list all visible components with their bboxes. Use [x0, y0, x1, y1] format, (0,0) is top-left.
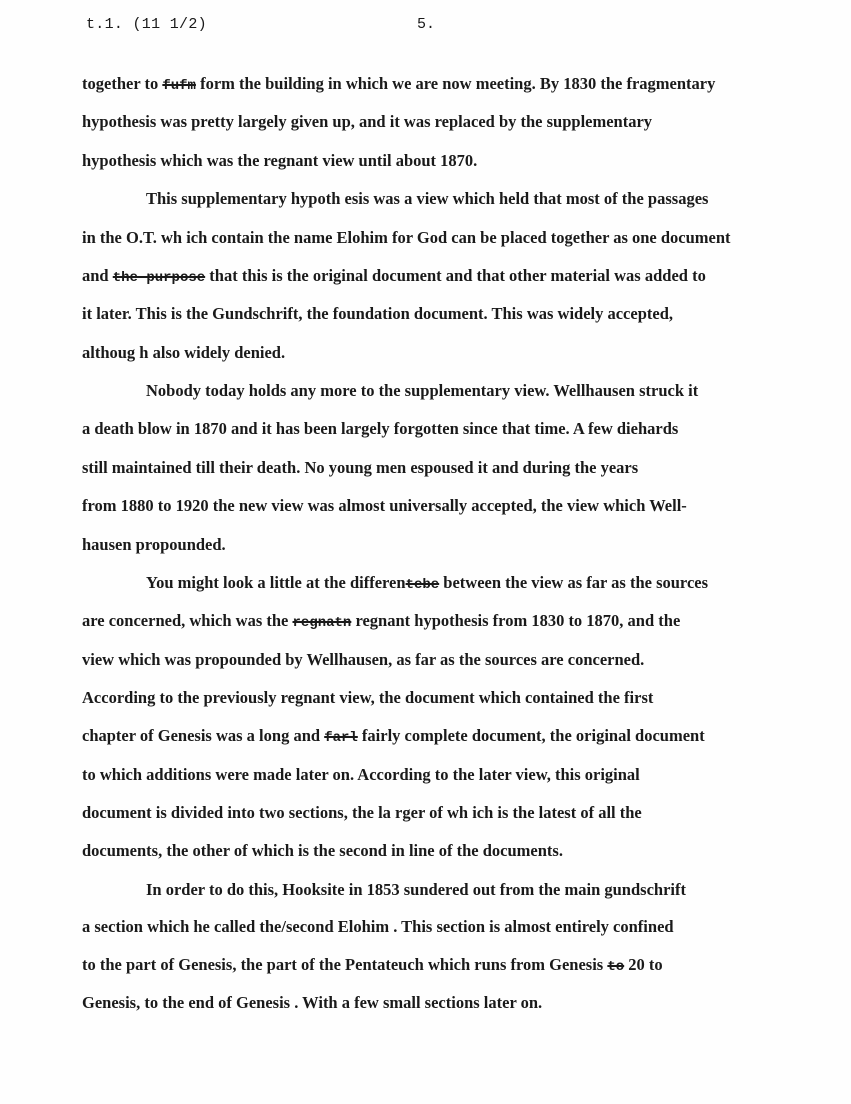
text-line: [82, 112, 652, 132]
line-text: still maintained till their death. No young men espoused it and during the years: [82, 458, 639, 477]
line-text: In order to do this, Hooksite in 1853 sundered out from the main gundschrift: [146, 880, 686, 899]
line-text: documents, the other of which is the second in line of the documents.: [82, 841, 563, 860]
struck-out-text: to: [607, 959, 625, 975]
line-text-continued: regnant hypothesis from 1830 to 1870, and the: [351, 611, 681, 630]
text-line: [82, 535, 226, 555]
line-text: hypothesis was pretty largely given up, and it was replaced by the supplementary: [82, 112, 653, 131]
struck-out-text: farl: [324, 730, 358, 746]
struck-out-text: fufm: [162, 78, 196, 94]
text-line: [82, 496, 687, 516]
line-text: to the part of Genesis, the part of the Pentateuch which runs from Genesis: [82, 955, 608, 974]
text-line: [146, 189, 708, 209]
line-text: view which was propounded by Wellhausen, as far as the sources are concerned.: [82, 650, 645, 669]
struck-out-text: regnatn: [292, 615, 352, 631]
line-text-continued: 20 to: [624, 955, 663, 974]
line-text: are concerned, which was the: [82, 611, 293, 630]
line-text-continued: that this is the original document and that other material was added to: [205, 266, 706, 285]
text-line: [82, 726, 705, 748]
struck-out-text: the purpose: [112, 270, 206, 286]
line-text: You might look a little at the differen: [146, 573, 406, 592]
text-line: [82, 688, 653, 708]
text-line: [146, 880, 686, 900]
text-line: [82, 765, 640, 785]
line-text: document is divided into two sections, the la rger of wh ich is the latest of all the: [82, 803, 642, 822]
line-text: Nobody today holds any more to the supplementary view. Wellhausen struck it: [146, 381, 699, 400]
line-text: a death blow in 1870 and it has been largely forgotten since that time. A few diehards: [82, 419, 679, 438]
text-line: [146, 381, 698, 401]
line-text: and: [82, 266, 113, 285]
line-text: According to the previously regnant view, the document which contained the first: [82, 688, 654, 707]
text-line: [82, 993, 542, 1013]
text-line: [146, 573, 708, 595]
line-text: to which additions were made later on. According to the later view, this original: [82, 765, 640, 784]
line-text-continued: fairly complete document, the original document: [357, 726, 705, 745]
text-line: [82, 650, 644, 670]
text-line: [82, 419, 678, 439]
text-line: [82, 955, 663, 977]
line-text: from 1880 to 1920 the new view was almost universally accepted, the view which Well-: [82, 496, 687, 515]
text-line: [82, 343, 285, 363]
line-text: This supplementary hypoth esis was a view which held that most of the passages: [146, 189, 709, 208]
text-line: [82, 841, 563, 861]
line-text: hypothesis which was the regnant view until about 1870.: [82, 151, 478, 170]
text-line: [82, 803, 642, 823]
text-line: [82, 74, 715, 96]
text-line: [82, 917, 674, 937]
page-header-label: t.1. (11 1/2): [86, 16, 207, 33]
line-text: in the O.T. wh ich contain the name Elohim for God can be placed together as one document: [82, 228, 731, 247]
line-text: Genesis, to the end of Genesis . With a few small sections later on.: [82, 993, 543, 1012]
line-text: chapter of Genesis was a long and: [82, 726, 325, 745]
line-text-continued: between the view as far as the sources: [439, 573, 709, 592]
line-text: together to: [82, 74, 163, 93]
page-number: 5.: [417, 16, 436, 33]
text-line: [82, 151, 477, 171]
line-text: a section which he called the/second Elohim . This section is almost entirely confined: [82, 917, 674, 936]
line-text: it later. This is the Gundschrift, the foundation document. This was widely accepted,: [82, 304, 674, 323]
text-line: [82, 304, 673, 324]
text-line: [82, 611, 680, 633]
struck-out-text: tebe: [405, 577, 440, 593]
text-line: [82, 266, 706, 288]
line-text: hausen propounded.: [82, 535, 226, 554]
line-text-continued: form the building in which we are now meeting. By 1830 the fragmentary: [195, 74, 716, 93]
text-line: [82, 458, 638, 478]
text-line: [82, 228, 731, 248]
line-text: althoug h also widely denied.: [82, 343, 286, 362]
